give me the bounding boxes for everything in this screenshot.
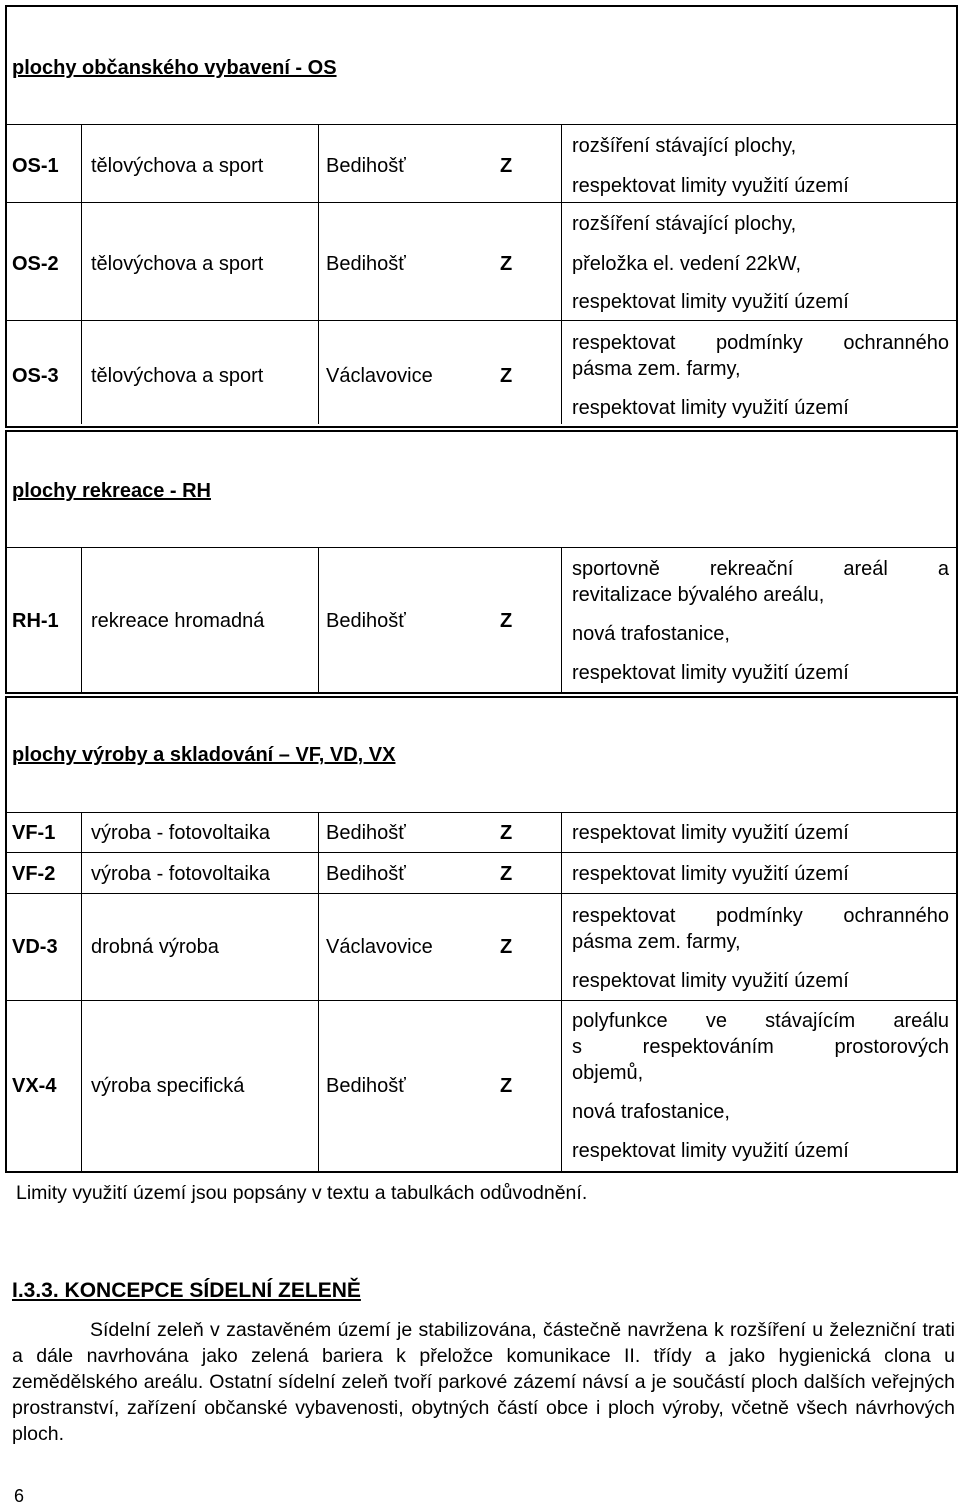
row-note: pásma zem. farmy,: [572, 931, 741, 953]
row-note: nová trafostanice,: [572, 1101, 730, 1123]
table-footnote: Limity využití území jsou popsány v textu a tabulkách odůvodnění.: [16, 1182, 588, 1204]
row-z: Z: [500, 822, 513, 844]
divider: [5, 320, 956, 321]
row-place: Václavovice: [326, 365, 433, 387]
divider: [5, 852, 956, 853]
row-code: VF-2: [12, 863, 56, 885]
divider: [81, 812, 82, 1171]
row-place: Bedihošť: [326, 1075, 406, 1097]
row-note: s respektováním prostorových: [572, 1036, 949, 1058]
row-code: OS-1: [12, 155, 59, 177]
row-use: tělovýchova a sport: [91, 365, 264, 387]
row-note: rozšíření stávající plochy,: [572, 213, 797, 235]
divider: [318, 812, 319, 1171]
row-note: respektovat limity využití území: [572, 662, 849, 684]
row-z: Z: [500, 1075, 513, 1097]
row-note: respektovat limity využití území: [572, 970, 849, 992]
row-z: Z: [500, 365, 513, 387]
chapter-paragraph: [12, 1317, 955, 1447]
divider: [561, 124, 562, 424]
row-place: Václavovice: [326, 936, 433, 958]
row-z: Z: [500, 863, 513, 885]
row-note: rozšíření stávající plochy,: [572, 135, 797, 157]
row-code: VF-1: [12, 822, 56, 844]
divider: [5, 1000, 956, 1001]
divider: [5, 812, 956, 813]
row-note: pásma zem. farmy,: [572, 358, 741, 380]
paragraph-text: Sídelní zeleň v zastavěném území je stabilizována, částečně navržena k rozšíření u železniční trati a dále navrhována jako zelená bariera k přeložce komunikace II. třídy a jako hygienická clona u zemědělského areálu. Ostatní sídelní zeleň tvoří parkové zázemí návsí a je součástí ploch dalších veřejných prostranství, zařízení občanské vybavenosti, obytných částí obce i ploch výroby, včetně všech návrhových ploch.: [12, 1319, 955, 1445]
row-note: nová trafostanice,: [572, 623, 730, 645]
divider: [561, 547, 562, 692]
row-code: OS-2: [12, 253, 59, 275]
row-place: Bedihošť: [326, 155, 406, 177]
row-note: respektovat limity využití území: [572, 1140, 849, 1162]
row-note: respektovat podmínky ochranného: [572, 332, 949, 354]
row-use: výroba specifická: [91, 1075, 245, 1097]
row-note: respektovat limity využití území: [572, 397, 849, 419]
section-heading-rh: plochy rekreace - RH: [12, 480, 211, 502]
divider: [561, 812, 562, 1171]
row-place: Bedihošť: [326, 863, 406, 885]
page-number: 6: [14, 1486, 25, 1506]
row-z: Z: [500, 155, 513, 177]
divider: [81, 124, 82, 424]
row-use: výroba - fotovoltaika: [91, 822, 270, 844]
row-z: Z: [500, 253, 513, 275]
row-code: RH-1: [12, 610, 59, 632]
divider: [318, 547, 319, 692]
divider: [5, 124, 956, 125]
divider: [5, 893, 956, 894]
chapter-heading: I.3.3. KONCEPCE SÍDELNÍ ZELENĚ: [12, 1279, 361, 1302]
section-heading-v: plochy výroby a skladování – VF, VD, VX: [12, 744, 396, 766]
row-use: rekreace hromadná: [91, 610, 265, 632]
divider: [5, 202, 956, 203]
row-z: Z: [500, 610, 513, 632]
row-place: Bedihošť: [326, 610, 406, 632]
row-note: objemů,: [572, 1062, 644, 1084]
row-note: sportovně rekreační areál a: [572, 558, 949, 580]
row-use: výroba - fotovoltaika: [91, 863, 270, 885]
row-note: revitalizace bývalého areálu,: [572, 584, 825, 606]
divider: [5, 547, 956, 548]
row-place: Bedihošť: [326, 253, 406, 275]
row-use: drobná výroba: [91, 936, 219, 958]
row-use: tělovýchova a sport: [91, 155, 264, 177]
row-code: VX-4: [12, 1075, 57, 1097]
divider: [81, 547, 82, 692]
row-place: Bedihošť: [326, 822, 406, 844]
row-note: přeložka el. vedení 22kW,: [572, 253, 802, 275]
row-note: respektovat limity využití území: [572, 291, 849, 313]
row-code: OS-3: [12, 365, 59, 387]
row-note: polyfunkce ve stávajícím areálu: [572, 1010, 949, 1032]
row-note: respektovat limity využití území: [572, 175, 849, 197]
row-code: VD-3: [12, 936, 58, 958]
section-heading-os: plochy občanského vybavení - OS: [12, 57, 337, 79]
divider: [318, 124, 319, 424]
row-use: tělovýchova a sport: [91, 253, 264, 275]
row-z: Z: [500, 936, 513, 958]
row-note: respektovat podmínky ochranného: [572, 905, 949, 927]
row-note: respektovat limity využití území: [572, 822, 849, 844]
row-note: respektovat limity využití území: [572, 863, 849, 885]
